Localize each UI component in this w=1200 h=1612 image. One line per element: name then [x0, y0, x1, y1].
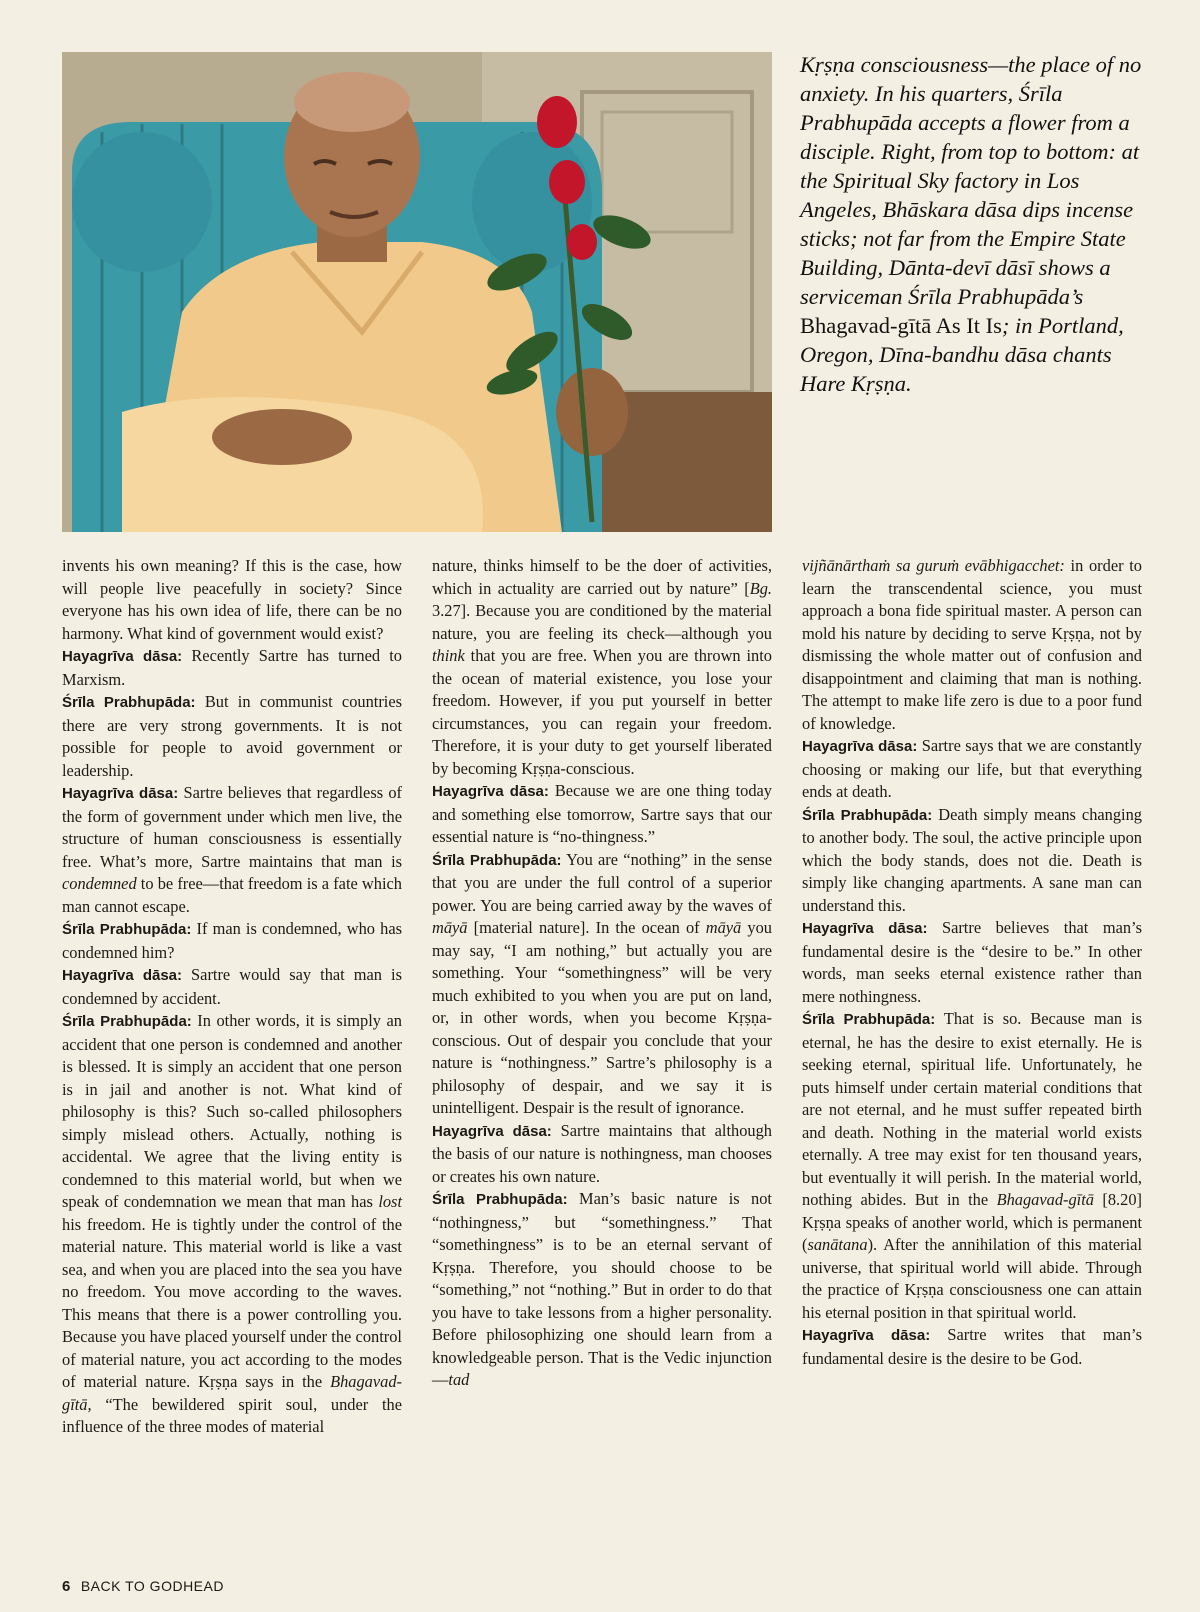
paragraph-text: in order to learn the transcendental science, you must approach a bona fide spiritual master. A person can mold his nature by deciding to serve Kṛṣṇa, not by dismissing the whole matter out of confusion and disappointment and claiming that man is nothing. The attempt to make life zero is due to a poor fund of knowledge.: [802, 556, 1143, 733]
photo-prabhupada-with-rose: [62, 52, 772, 532]
paragraph: [62, 782, 402, 918]
text-column-3: [802, 555, 1142, 1370]
emphasis: think: [432, 646, 465, 665]
paragraph: [62, 918, 402, 964]
paragraph-text: you may say, “I am nothing,” but actually you are something. Your “somethingness” will be very much exhibited to you when you are put on land, or, in other words, when you become Kṛṣṇa-conscious. Out of despair you conclude that your nature is “nothingness.” Sartre’s philosophy is a philosophy of despair, and we say it is unintelligent. Despair is the result of ignorance.: [432, 918, 772, 1117]
paragraph: [432, 849, 772, 1120]
caption-part1: Kṛṣṇa consciousness—the place of no anxiety. In his quarters, Śrīla Prabhupāda accepts a flower from a disciple. Right, from top to bottom: at the Spiritual Sky factory in Los Angeles, Bhāskara dāsa dips incense sticks; not far from the Empire State Building, Dānta-devī dāsī shows a serviceman Śrīla Prabhupāda’s: [800, 52, 1142, 309]
paragraph-text: invents his own meaning? If this is the case, how will people live peacefully in society? Since everyone has his own idea of life, there can be no harmony. What kind of government would exist?: [62, 556, 402, 643]
paragraph: [802, 917, 1142, 1008]
paragraph-text: Sartre would say that man is condemned by accident.: [62, 965, 402, 1008]
paragraph-text: Recently Sartre has turned to Marxism.: [62, 646, 402, 689]
paragraph: [802, 555, 1142, 735]
paragraph-text: nature, thinks himself to be the doer of activities, which in actuality are carried out by nature” [: [432, 556, 772, 598]
paragraph-text: [8.20] Kṛṣṇa speaks of another world, which is permanent (: [802, 1190, 1142, 1254]
paragraph-text: “The bewildered spirit soul, under the influence of the three modes of material: [62, 1394, 402, 1436]
speaker-name: Hayagrīva dāsa:: [432, 1122, 552, 1140]
page-number: 6: [62, 1578, 71, 1595]
emphasis: māyā: [432, 918, 468, 937]
paragraph-text: Because we are one thing today and something else tomorrow, Sartre says that our essential nature is “no-thingness.”: [432, 781, 772, 846]
paragraph-text: [material nature]. In the ocean of: [467, 918, 706, 937]
speaker-name: Śrīla Prabhupāda:: [62, 921, 192, 938]
paragraph-text: his freedom. He is tightly under the control of the material nature. This material world is like a vast sea, and when you are placed into the sea you have no freedom. You move according to the waves. This means that there is a power controlling you. Because you have placed yourself under the control of material nature, you act according to the modes of material nature. Kṛṣṇa says in the: [62, 1214, 402, 1391]
paragraph-text: Sartre believes that regardless of the form of government under which men live, the structure of human consciousness is essentially free. What’s more, Sartre maintains that man is: [62, 783, 402, 871]
paragraph: [802, 735, 1142, 804]
magazine-title: BACK TO GODHEAD: [80, 1578, 224, 1594]
emphasis: condemned: [62, 874, 137, 893]
paragraph-text: But in communist countries there are very strong governments. It is not possible for people to avoid government or leadership.: [62, 692, 402, 780]
emphasis: Bhagavad-gītā,: [62, 1372, 402, 1414]
emphasis: vijñānārthaṁ sa guruṁ evābhigacchet:: [802, 556, 1065, 575]
speaker-name: Hayagrīva dāsa:: [62, 967, 183, 984]
speaker-name: Śrīla Prabhupāda:: [62, 694, 196, 711]
paragraph-text: Death simply means changing to another body. The soul, the active principle upon which the body stands, does not die. Death is simply like changing apartments. A sane man can understand this.: [802, 804, 1142, 915]
paragraph: [432, 1188, 772, 1392]
paragraph-text: Sartre says that we are constantly choosing or making our life, but that everything ends at death.: [802, 736, 1142, 801]
speaker-name: Śrīla Prabhupāda:: [62, 1013, 192, 1030]
paragraph: [802, 1008, 1142, 1324]
paragraph-text: Sartre writes that man’s fundamental desire is the desire to be God.: [802, 1325, 1142, 1368]
emphasis: lost: [378, 1192, 402, 1211]
text-column-2: [432, 555, 772, 1392]
paragraph-text: Man’s basic nature is not “nothingness,” but “somethingness.” That “somethingness” is to be an eternal servant of Kṛṣṇa. Therefore, you should choose to be “something,” not “nothing.” But in order to do that you have to take lessons from a higher personality. Before philosophizing one should learn from a knowledgeable person. That is the Vedic injunction—: [432, 1189, 772, 1389]
paragraph: [432, 555, 772, 780]
emphasis: sanātana: [807, 1235, 868, 1254]
paragraph-text: Sartre maintains that although the basis of our nature is nothingness, man chooses or creates his own nature.: [432, 1120, 772, 1186]
paragraph-text: Sartre believes that man’s fundamental desire is the “desire to be.” In other words, man seeks eternal existence rather than mere nothingness.: [802, 918, 1142, 1006]
speaker-name: Hayagrīva dāsa:: [802, 738, 918, 755]
emphasis: māyā: [705, 918, 742, 937]
paragraph-text: In other words, it is simply an accident that one person is condemned and another is blessed. It is simply an accident that one person is in jail and another is not. What kind of philosophy is this? Such so-called philosophers simply mislead others. Actually, nothing is accidental. We agree that the living entity is condemned to this material world, but when we speak of condemnation we mean that man has: [62, 1011, 402, 1211]
speaker-name: Hayagrīva dāsa:: [802, 1327, 931, 1344]
paragraph: [62, 1010, 402, 1439]
paragraph: [802, 1324, 1142, 1370]
paragraph-text: ). After the annihilation of this material universe, that spiritual world will abide. Through the practice of Kṛṣṇa consciousness one can attain his eternal position in that spiritual world.: [802, 1235, 1142, 1322]
caption-book-title: Bhagavad-gītā As It Is: [800, 313, 1002, 338]
photo-illustration: [62, 52, 772, 532]
paragraph-text: that you are free. When you are thrown into the ocean of material existence, you lose your freedom. However, if you put yourself in better circumstances, you can regain your freedom. Therefore, it is your duty to get yourself liberated by becoming Kṛṣṇa-conscious.: [432, 646, 772, 778]
paragraph-text: 3.27]. Because you are conditioned by the material nature, you are feeling its check—although you: [432, 601, 772, 643]
photo-caption: [800, 50, 1160, 398]
paragraph-text: You are “nothing” in the sense that you are under the full control of a superior power. You are being carried away by the waves of: [432, 849, 772, 915]
emphasis: Bg.: [749, 578, 772, 598]
paragraph: [62, 555, 402, 645]
paragraph: [62, 691, 402, 782]
speaker-name: Hayagrīva dāsa:: [802, 920, 928, 937]
speaker-name: Hayagrīva dāsa:: [432, 783, 549, 800]
speaker-name: Śrīla Prabhupāda:: [432, 1191, 568, 1208]
paragraph: [432, 780, 772, 849]
paragraph: [802, 804, 1142, 918]
paragraph: [62, 964, 402, 1010]
emphasis: tad: [448, 1370, 470, 1389]
paragraph-text: to be free—that freedom is a fate which man cannot escape.: [62, 874, 402, 916]
caption-part2: ; in Portland, Oregon, Dīna-bandhu dāsa chants Hare Kṛṣṇa.: [800, 313, 1124, 396]
page-footer: [62, 1578, 224, 1595]
speaker-name: Śrīla Prabhupāda:: [802, 806, 933, 824]
speaker-name: Hayagrīva dāsa:: [62, 785, 179, 802]
paragraph: [62, 645, 402, 691]
speaker-name: Hayagrīva dāsa:: [62, 648, 183, 665]
speaker-name: Śrīla Prabhupāda:: [432, 851, 562, 869]
emphasis: Bhagavad-gītā: [996, 1190, 1094, 1209]
paragraph-text: That is so. Because man is eternal, he has the desire to exist eternally. He is seeking eternal, spiritual life. Unfortunately, he puts himself under certain material conditions that are not eternal, and he must suffer repeated birth and death. Nothing in the material world exists eternally. A tree may exist for ten thousand years, but eventually it will perish. In the material world, nothing abides. But in the: [802, 1009, 1142, 1209]
speaker-name: Śrīla Prabhupāda:: [802, 1011, 936, 1028]
paragraph-text: If man is condemned, who has condemned him?: [62, 919, 402, 962]
paragraph: [432, 1120, 772, 1189]
text-column-1: [62, 555, 402, 1439]
